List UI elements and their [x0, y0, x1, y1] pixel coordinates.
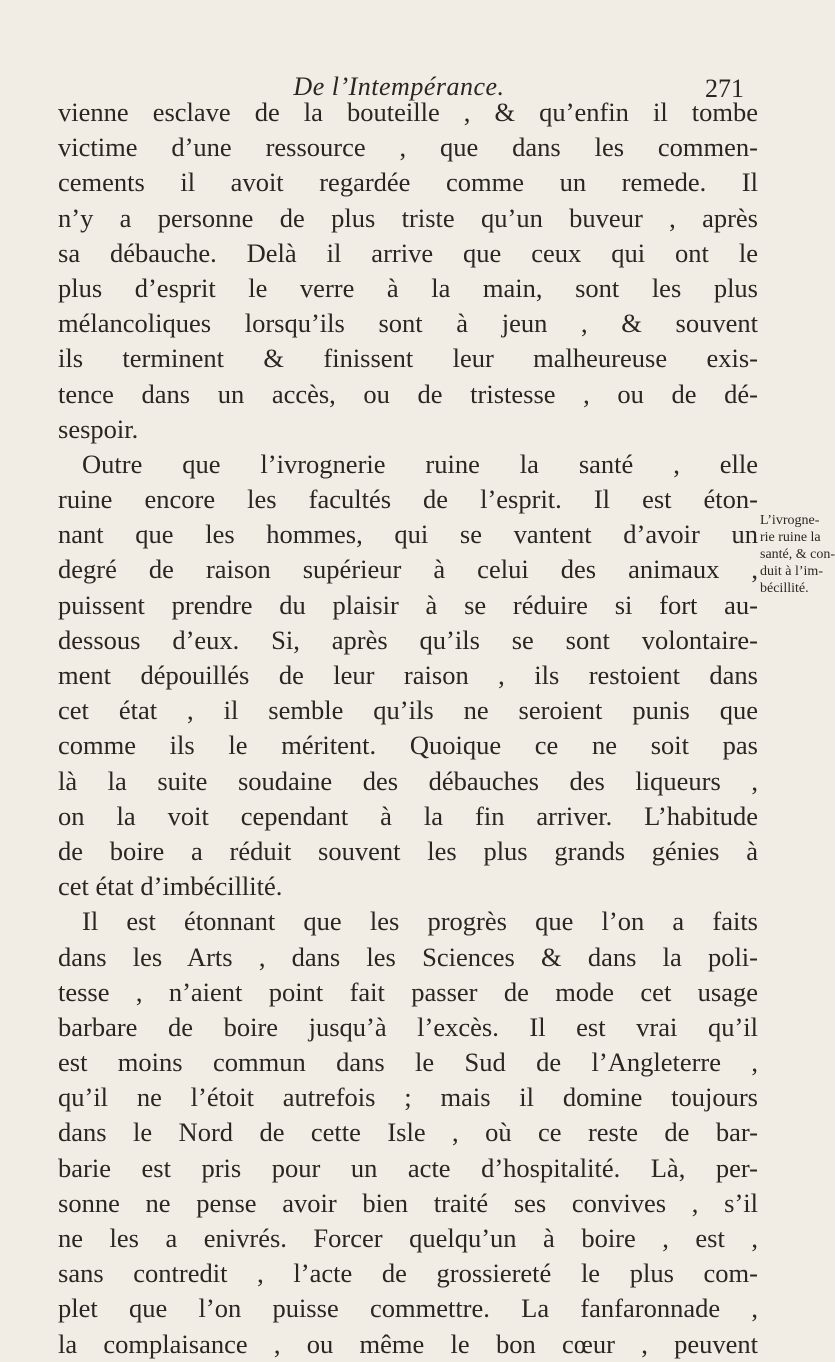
text-line: ils terminent & finissent leur malheureuse exis-	[58, 343, 758, 374]
paragraph-start: Outre que l’ivrognerie ruine la santé , elle	[82, 448, 758, 479]
text-line: ment dépouillés de leur raison , ils restoient dans	[58, 660, 758, 690]
marginal-note	[760, 512, 835, 597]
text-line: n’y a personne de plus triste qu’un buveur , après	[58, 202, 758, 233]
text-line: vienne esclave de la bouteille , & qu’enfin il tombe	[58, 97, 758, 127]
text-line: cet état , il semble qu’ils ne seroient punis que	[58, 695, 758, 726]
text-line: ruine encore les facultés de l’esprit. Il est éton-	[58, 484, 758, 515]
text-line: tesse , n’aient point fait passer de mode cet usage	[58, 976, 758, 1007]
marginal-note-line: rie ruine la	[760, 530, 821, 545]
text-line: comme ils le méritent. Quoique ce ne soit pas	[58, 730, 758, 761]
text-line: degré de raison supérieur à celui des animaux ,	[58, 554, 758, 585]
marginal-note-line: santé, & con-	[760, 547, 835, 562]
text-line: qu’il ne l’étoit autrefois ; mais il domine toujours	[58, 1082, 758, 1113]
text-line: sa débauche. Delà il arrive que ceux qui ont le	[58, 237, 758, 268]
text-line: victime d’une ressource , que dans les commen-	[58, 132, 758, 163]
text-line: plet que l’on puisse commettre. La fanfaronnade ,	[58, 1293, 758, 1324]
text-line: nant que les hommes, qui se vantent d’avoir un	[58, 519, 758, 550]
text-line: barie est pris pour un acte d’hospitalité. Là, per-	[58, 1152, 758, 1183]
text-line: sans contredit , l’acte de grossiereté le plus com-	[58, 1258, 758, 1289]
text-line: cements il avoit regardée comme un remede. Il	[58, 167, 758, 198]
text-line: dans les Arts , dans les Sciences & dans la poli-	[58, 941, 758, 972]
text-line: mélancoliques lorsqu’ils sont à jeun , & souvent	[58, 308, 758, 339]
marginal-note-line: L’ivrogne-	[760, 513, 820, 528]
text-line: sespoir.	[58, 413, 139, 444]
text-line: cet état d’imbécillité.	[58, 871, 283, 902]
text-line: dessous d’eux. Si, après qu’ils se sont volontaire-	[58, 624, 758, 655]
text-line: de boire a réduit souvent les plus grands génies à	[58, 835, 758, 866]
text-line: la complaisance , ou même le bon cœur , peuvent	[58, 1328, 758, 1359]
text-line: est moins commun dans le Sud de l’Angleterre ,	[58, 1047, 758, 1078]
marginal-note-line: bécillité.	[760, 581, 809, 596]
marginal-note-line: duit à l’im-	[760, 564, 823, 579]
text-line: on la voit cependant à la fin arriver. L’habitude	[58, 800, 758, 831]
text-line: puissent prendre du plaisir à se réduire si fort au-	[58, 589, 758, 620]
text-line: dans le Nord de cette Isle , où ce reste de bar-	[58, 1117, 758, 1148]
running-head-title: De l’Intempérance.	[293, 72, 505, 101]
text-line: plus d’esprit le verre à la main, sont les plus	[58, 272, 758, 303]
paragraph-start: Il est étonnant que les progrès que l’on a faits	[82, 906, 758, 937]
text-line: ne les a enivrés. Forcer quelqu’un à boire , est ,	[58, 1223, 758, 1253]
text-line: tence dans un accès, ou de tristesse , ou de dé-	[58, 378, 758, 409]
page-number: 271	[705, 74, 744, 103]
body-text	[58, 95, 758, 1362]
text-line: là la suite soudaine des débauches des liqueurs ,	[58, 765, 758, 796]
text-line: sonne ne pense avoir bien traité ses convives , s’il	[58, 1187, 758, 1218]
text-line: barbare de boire jusqu’à l’excès. Il est vrai qu’il	[58, 1011, 758, 1042]
